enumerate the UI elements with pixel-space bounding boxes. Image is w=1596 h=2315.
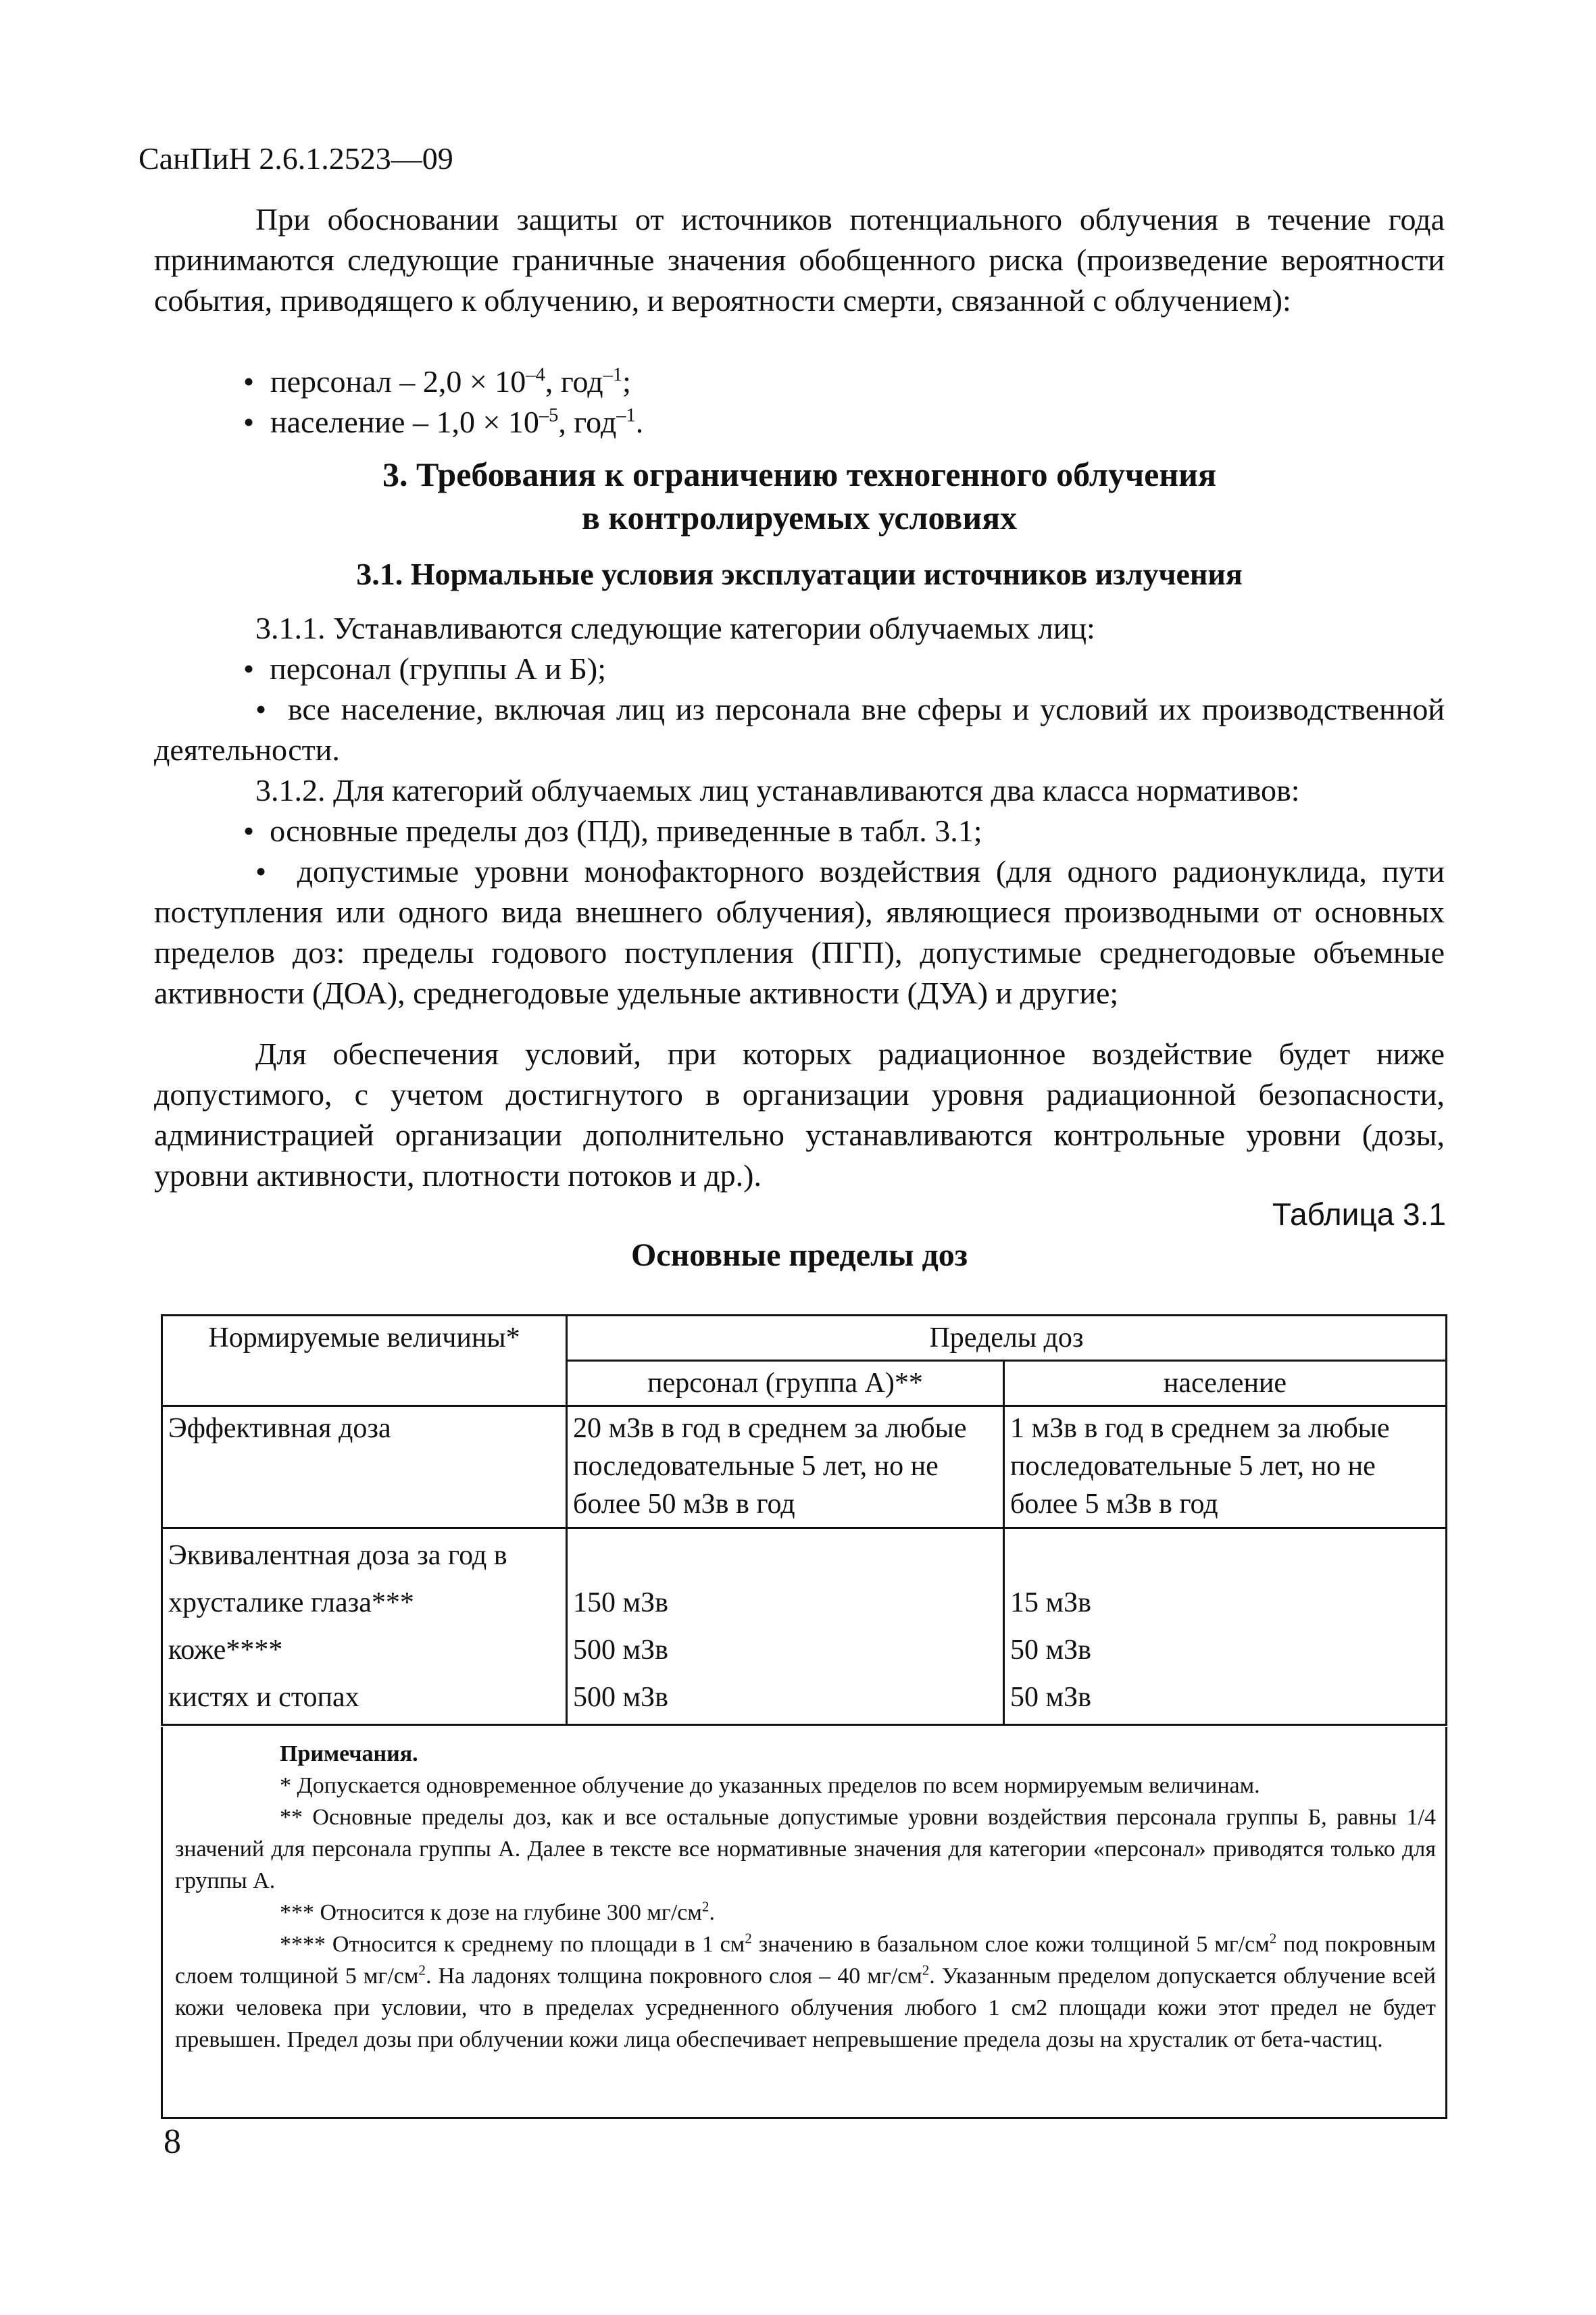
intro-paragraph: При обосновании защиты от источников потенциального облучения в течение года принимаются следующие граничные значения обобщенного риска (произведение вероятности события, приводящего к облучению, и вероятности смерти, связанной с облучением): xyxy=(154,202,1445,318)
table-header-row xyxy=(162,1316,1447,1361)
bullet-icon: • xyxy=(243,405,255,439)
notes-title: Примечания. xyxy=(280,1741,418,1766)
note-3: *** Относится к дозе на глубине 300 $мг/см^2$. xyxy=(280,1898,715,1925)
header-population: население xyxy=(1004,1361,1447,1406)
bullet-personnel-groups: • персонал (группы А и Б); xyxy=(243,651,607,686)
note-2: ** Основные пределы доз, как и все остальные допустимые уровни воздействия персонала группы Б, равны 1/4 значений для персонала группы А. Далее в тексте все нормативные значения для категории «персонал» приводятся только для группы А. xyxy=(175,1805,1436,1893)
section-3-1-title: 3.1. Нормальные условия эксплуатации источников излучения xyxy=(356,557,1243,591)
note-4: **** Относится к среднему по площади в 1 $см^2$ значению в базальном слое кожи толщиной 5 $мг/см^2$ под покровным слоем толщиной 5 $мг/см^2$. На ладонях толщина покровного слоя – 40 $мг/см^2$. Указанным пределом допускается облучение всей кожи человека при условии, что в пределах усредненного облучения любого 1 см2 площади кожи этот предел не будет превышен. Предел дозы при облучении кожи лица обеспечивает непревышение предела дозы на хрусталик от бета-частиц. xyxy=(175,1930,1436,2052)
cell-personnel-group: 150 мЗв 500 мЗв 500 мЗв xyxy=(566,1528,1003,1725)
bullet-icon: • xyxy=(243,814,270,848)
cell-population: 1 мЗв в год в среднем за любые последовательные 5 лет, но не более 5 мЗв в год xyxy=(1004,1406,1447,1528)
bullet-icon: • xyxy=(243,651,270,686)
note-1: * Допускается одновременное облучение до указанных пределов по всем нормируемым величинам. xyxy=(280,1773,1260,1798)
table-row xyxy=(162,1406,1447,1528)
control-levels-paragraph: Для обеспечения условий, при которых радиационное воздействие будет ниже допустимого, с учетом достигнутого в организации уровня радиационной безопасности, администрацией организации дополнительно устанавливаются контрольные уровни (дозы, уровни активности, плотности потоков и др.). xyxy=(154,1037,1445,1193)
bullet-icon: • xyxy=(255,854,297,889)
table-row xyxy=(162,1528,1447,1725)
bullet-permissible-levels: • допустимые уровни монофакторного воздействия (для одного радионуклида, пути поступления или одного вида внешнего облучения), являющиеся производными от основных пределов доз: пределы годового поступления (ПГП), допустимые среднегодовые объемные активности (ДОА), среднегодовые удельные активности (ДУА) и другие; xyxy=(154,854,1445,1010)
header-quantity: Нормируемые величины* xyxy=(162,1316,567,1406)
table-label: Таблица 3.1 xyxy=(1272,1197,1446,1232)
cell-personnel: 20 мЗв в год в среднем за любые последовательные 5 лет, но не более 50 мЗв в год xyxy=(566,1406,1003,1528)
paragraph-3-1-1: 3.1.1. Устанавливаются следующие категории облучаемых лиц: xyxy=(255,611,1095,645)
document-header: СанПиН 2.6.1.2523—09 xyxy=(139,141,453,176)
table-notes xyxy=(161,1727,1447,2119)
bullet-all-population: • все население, включая лиц из персонала вне сферы и условий их производственной деятельности. xyxy=(154,692,1445,767)
bullet-main-limits: • основные пределы доз (ПД), приведенные в табл. 3.1; xyxy=(243,814,982,848)
cell-population-group: 15 мЗв 50 мЗв 50 мЗв xyxy=(1004,1528,1447,1725)
cell-quantity-group: Эквивалентная доза за год в хрусталике глаза*** коже**** кистях и стопах xyxy=(162,1528,567,1725)
cell-quantity: Эффективная доза xyxy=(162,1406,567,1528)
page-number: 8 xyxy=(164,2122,181,2161)
dose-limits-table xyxy=(161,1314,1447,1726)
paragraph-3-1-2: 3.1.2. Для категорий облучаемых лиц устанавливаются два класса нормативов: xyxy=(255,773,1300,807)
header-personnel: персонал (группа А)** xyxy=(566,1361,1003,1406)
bullet-icon: • xyxy=(243,364,255,399)
risk-bullet-personnel: • персонал – $2,0 \times 10^{-4}$, год$^{-1}$; xyxy=(243,362,631,402)
table-title: Основные пределы доз xyxy=(630,1237,968,1273)
risk-bullet-population: • население – $1,0 \times 10^{-5}$, год$^{-1}$. xyxy=(243,402,643,443)
bullet-icon: • xyxy=(255,692,288,726)
header-limits: Пределы доз xyxy=(566,1316,1446,1361)
section-3-title: 3. Требования к ограничению техногенного облучения в контролируемых условиях xyxy=(382,455,1217,537)
